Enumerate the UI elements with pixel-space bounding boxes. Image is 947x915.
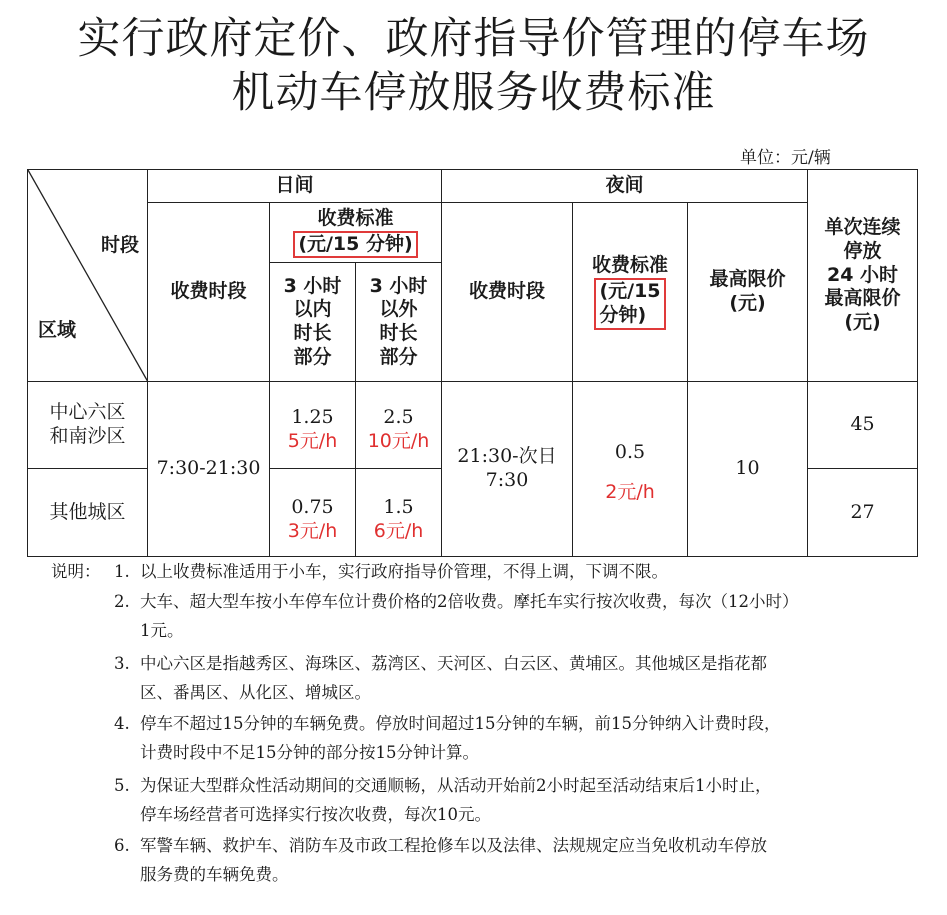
daily-max-line: 24 小时 <box>827 263 899 286</box>
note-number: 5. <box>114 776 130 795</box>
within-3h-line: 3 小时 <box>283 274 342 297</box>
day-period-header: 收费时段 <box>148 203 270 382</box>
night-fee-standard-label: 收费标准 <box>592 254 669 277</box>
daily-max-line: (元) <box>844 311 881 334</box>
note-text: 中心六区是指越秀区、海珠区、荔湾区、天河区、白云区、黄埔区。其他城区是指花都 <box>140 654 767 673</box>
central-daily-max: 45 <box>808 382 918 469</box>
within-3h-line: 以内 <box>293 298 332 321</box>
note-number: 2. <box>114 592 130 611</box>
night-max-line: (元) <box>729 292 766 314</box>
note-number: 4. <box>114 714 130 733</box>
note-item <box>27 714 781 763</box>
night-header: 夜间 <box>442 170 808 203</box>
note-item <box>27 562 668 582</box>
area-central <box>28 382 148 469</box>
night-hourly-note: 2元/h <box>605 481 655 503</box>
note-item <box>27 654 767 703</box>
beyond-3h-line: 部分 <box>379 345 418 368</box>
daily-max-header <box>808 170 918 382</box>
night-fee-unit-line: (元/15 <box>599 280 661 303</box>
note-text: 以上收费标准适用于小车，实行政府指导价管理，不得上调，下调不限。 <box>140 562 668 581</box>
night-period-line: 7:30 <box>485 469 529 491</box>
area-central-line: 和南沙区 <box>49 425 126 447</box>
beyond-3h-header <box>356 263 442 382</box>
corner-diagonal-cell <box>28 170 148 382</box>
note-item <box>27 836 767 885</box>
fee-value: 1.25 <box>291 406 334 429</box>
fee-value: 2.5 <box>383 406 414 429</box>
note-text: 区、番禺区、从化区、增城区。 <box>140 682 371 702</box>
day-period-value: 7:30-21:30 <box>148 382 270 557</box>
night-fee-unit-line: 分钟) <box>599 303 647 326</box>
other-beyond-3h <box>356 469 442 557</box>
night-fee-standard-header <box>573 203 688 382</box>
corner-label-time: 时段 <box>100 234 139 256</box>
day-fee-unit-highlight: (元/15 分钟) <box>293 231 417 259</box>
note-item <box>27 776 772 825</box>
other-within-3h <box>270 469 356 557</box>
beyond-3h-line: 3 小时 <box>369 274 428 297</box>
note-text: 停车不超过15分钟的车辆免费。停放时间超过15分钟的车辆，前15分钟纳入计费时段， <box>140 714 781 733</box>
fee-table <box>27 169 918 557</box>
note-text: 大车、超大型车按小车停车位计费价格的2倍收费。摩托车实行按次收费，每次（12小时） <box>140 592 799 611</box>
hourly-note: 3元/h <box>287 519 338 542</box>
document-title-line2: 机动车停放服务收费标准 <box>231 68 716 118</box>
area-other: 其他城区 <box>28 469 148 557</box>
night-fee-unit-highlight <box>594 278 665 330</box>
area-central-line: 中心六区 <box>49 401 126 424</box>
diagonal-line <box>28 170 148 382</box>
day-header: 日间 <box>148 170 442 203</box>
note-text: 服务费的车辆免费。 <box>140 864 289 884</box>
fee-value: 1.5 <box>383 495 414 518</box>
daily-max-line: 停放 <box>843 239 882 262</box>
daily-max-line: 单次连续 <box>824 216 901 239</box>
beyond-3h-line: 以外 <box>379 298 418 321</box>
within-3h-header <box>270 263 356 382</box>
night-max-price-header <box>688 203 808 382</box>
unit-label: 单位：元/辆 <box>740 148 831 168</box>
beyond-3h-line: 时长 <box>379 322 418 344</box>
hourly-note: 5元/h <box>287 430 338 452</box>
note-text: 计费时段中不足15分钟的部分按15分钟计算。 <box>140 742 479 762</box>
note-text: 为保证大型群众性活动期间的交通顺畅，从活动开始前2小时起至活动结束后1小时止， <box>140 776 772 795</box>
central-beyond-3h <box>356 382 442 469</box>
night-fee-value <box>573 382 688 557</box>
daily-max-line: 最高限价 <box>824 287 901 310</box>
corner-label-area: 区域 <box>38 319 77 342</box>
within-3h-line: 时长 <box>293 322 332 344</box>
note-text: 停车场经营者可选择实行按次收费，每次10元。 <box>140 804 491 824</box>
night-period-value <box>442 382 573 557</box>
central-within-3h <box>270 382 356 469</box>
note-text: 军警车辆、救护车、消防车及市政工程抢修车以及法律、法规规定应当免收机动车停放 <box>140 836 767 855</box>
night-fee: 0.5 <box>614 441 646 464</box>
fee-value: 0.75 <box>291 495 334 518</box>
hourly-note: 6元/h <box>373 519 424 542</box>
note-number: 3. <box>114 654 130 673</box>
note-number: 1. <box>114 562 130 581</box>
note-item <box>27 592 799 641</box>
night-max-value: 10 <box>688 382 808 557</box>
note-text: 1元。 <box>140 620 184 640</box>
note-number: 6. <box>114 836 130 855</box>
night-period-header: 收费时段 <box>442 203 573 382</box>
document-title-line1: 实行政府定价、政府指导价管理的停车场 <box>77 14 870 64</box>
day-fee-standard-header <box>270 203 442 263</box>
notes-prefix: 说明： <box>51 562 101 581</box>
night-max-line: 最高限价 <box>709 268 786 291</box>
night-period-line: 21:30-次日 <box>457 445 557 468</box>
within-3h-line: 部分 <box>293 345 332 368</box>
day-fee-standard-label: 收费标准 <box>317 206 394 229</box>
hourly-note: 10元/h <box>367 430 430 452</box>
other-daily-max: 27 <box>808 469 918 557</box>
